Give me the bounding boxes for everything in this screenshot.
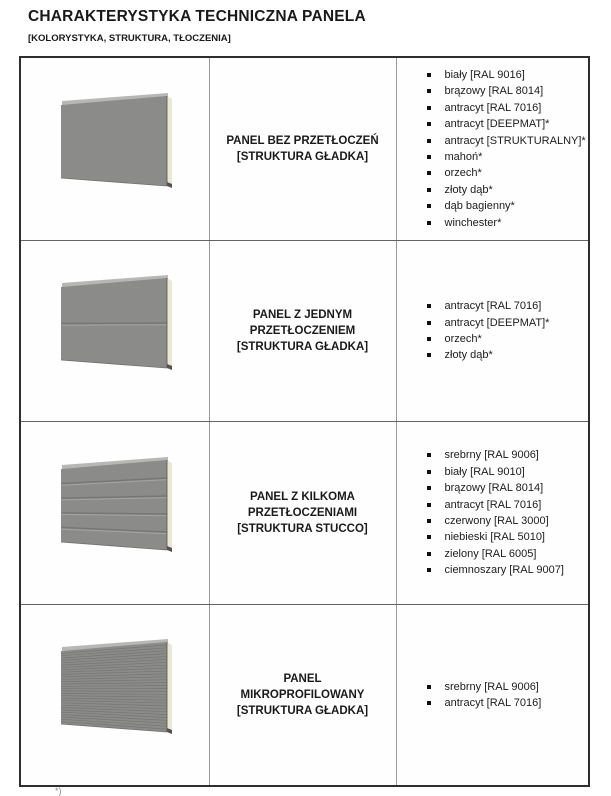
color-label: orzech* <box>445 165 482 181</box>
bullet-square-icon <box>427 519 431 523</box>
panel-colors-cell <box>396 241 589 422</box>
bullet-square-icon <box>427 568 431 572</box>
bullet-square-icon <box>427 486 431 490</box>
panel-3d-image <box>21 241 210 421</box>
bullet-square-icon <box>427 535 431 539</box>
table-row <box>20 57 589 241</box>
cropped-footnote-text: *) <box>55 787 275 790</box>
color-list-item <box>427 480 583 496</box>
color-list-item <box>427 447 583 463</box>
color-label: antracyt [RAL 7016] <box>445 695 542 711</box>
color-label: antracyt [RAL 7016] <box>445 100 542 116</box>
color-label: ciemnoszary [RAL 9007] <box>445 562 564 578</box>
panel-name: PANEL BEZ PRZETŁOCZEŃ <box>224 133 382 149</box>
panel-name-cell <box>209 241 396 422</box>
color-list-item <box>427 100 583 116</box>
color-label: dąb bagienny* <box>445 198 515 214</box>
panel-colors-cell <box>396 57 589 241</box>
panel-spec-table <box>19 56 590 787</box>
color-list-item <box>427 67 583 83</box>
bullet-square-icon <box>427 204 431 208</box>
color-label: srebrny [RAL 9006] <box>445 679 539 695</box>
panel-colors-cell <box>396 422 589 605</box>
color-label: zielony [RAL 6005] <box>445 546 537 562</box>
color-label: orzech* <box>445 331 482 347</box>
color-list-item <box>427 133 583 149</box>
panel-front-face <box>61 96 167 186</box>
color-list-item <box>427 347 583 363</box>
table-row <box>20 241 589 422</box>
color-label: biały [RAL 9010] <box>445 464 525 480</box>
color-label: brązowy [RAL 8014] <box>445 480 544 496</box>
color-label: złoty dąb* <box>445 347 493 363</box>
bullet-square-icon <box>427 470 431 474</box>
panel-image-cell <box>20 422 209 605</box>
panel-front-face <box>61 460 167 550</box>
panel-structure: [STRUKTURA GŁADKA] <box>218 703 388 719</box>
panel-image-cell <box>20 241 209 422</box>
table-row <box>20 605 589 787</box>
color-list <box>397 447 589 578</box>
color-label: antracyt [DEEPMAT]* <box>445 315 550 331</box>
color-list-item <box>427 149 583 165</box>
color-list-item <box>427 331 583 347</box>
color-list-item <box>427 165 583 181</box>
color-list-item <box>427 182 583 198</box>
bullet-square-icon <box>427 73 431 77</box>
color-list-item <box>427 464 583 480</box>
color-label: antracyt [RAL 7016] <box>445 497 542 513</box>
panel-name-cell <box>209 57 396 241</box>
panel-image-cell <box>20 57 209 241</box>
color-list <box>397 298 589 364</box>
color-list-item <box>427 679 583 695</box>
panel-core-edge <box>167 642 172 734</box>
bullet-square-icon <box>427 188 431 192</box>
color-list-item <box>427 298 583 314</box>
bullet-square-icon <box>427 106 431 110</box>
color-label: srebrny [RAL 9006] <box>445 447 539 463</box>
color-list-item <box>427 695 583 711</box>
panel-core-edge <box>167 460 172 552</box>
bullet-square-icon <box>427 701 431 705</box>
color-list-item <box>427 562 583 578</box>
bullet-square-icon <box>427 155 431 159</box>
color-label: antracyt [DEEPMAT]* <box>445 116 550 132</box>
bullet-square-icon <box>427 552 431 556</box>
bullet-square-icon <box>427 337 431 341</box>
panel-name-cell <box>209 605 396 787</box>
bullet-square-icon <box>427 685 431 689</box>
panel-front-face <box>61 642 167 732</box>
panel-core-edge <box>167 278 172 370</box>
panel-name: PANEL MIKROPROFILOWANY <box>224 671 382 703</box>
panel-colors-cell <box>396 605 589 787</box>
color-list-item <box>427 215 583 231</box>
color-label: czerwony [RAL 3000] <box>445 513 549 529</box>
page-subtitle: [KOLORYSTYKA, STRUKTURA, TŁOCZENIA] <box>28 33 231 44</box>
color-list-item <box>427 513 583 529</box>
color-list-item <box>427 529 583 545</box>
color-label: mahoń* <box>445 149 483 165</box>
page-title: CHARAKTERYSTYKA TECHNICZNA PANELA <box>28 8 366 26</box>
panel-name: PANEL Z KILKOMA PRZETŁOCZENIAMI <box>224 489 382 521</box>
color-label: antracyt [STRUKTURALNY]* <box>445 133 586 149</box>
bullet-square-icon <box>427 221 431 225</box>
color-list-item <box>427 497 583 513</box>
color-label: niebieski [RAL 5010] <box>445 529 546 545</box>
panel-3d-image <box>21 423 210 603</box>
panel-name-cell <box>209 422 396 605</box>
color-list-item <box>427 83 583 99</box>
panel-3d-image <box>21 59 210 239</box>
color-label: antracyt [RAL 7016] <box>445 298 542 314</box>
panel-structure: [STRUKTURA GŁADKA] <box>218 149 388 165</box>
table-row <box>20 422 589 605</box>
panel-name: PANEL Z JEDNYM PRZETŁOCZENIEM <box>224 307 382 339</box>
color-label: winchester* <box>445 215 502 231</box>
color-list-item <box>427 315 583 331</box>
bullet-square-icon <box>427 304 431 308</box>
bullet-square-icon <box>427 122 431 126</box>
color-list-item <box>427 116 583 132</box>
color-list-item <box>427 546 583 562</box>
bullet-square-icon <box>427 353 431 357</box>
color-list <box>397 67 589 231</box>
panel-structure: [STRUKTURA GŁADKA] <box>218 339 388 355</box>
color-label: złoty dąb* <box>445 182 493 198</box>
bullet-square-icon <box>427 89 431 93</box>
bullet-square-icon <box>427 139 431 143</box>
panel-structure: [STRUKTURA STUCCO] <box>218 521 388 537</box>
color-label: brązowy [RAL 8014] <box>445 83 544 99</box>
bullet-square-icon <box>427 503 431 507</box>
panel-image-cell <box>20 605 209 787</box>
bullet-square-icon <box>427 321 431 325</box>
bullet-square-icon <box>427 453 431 457</box>
color-list <box>397 679 589 712</box>
panel-core-edge <box>167 96 172 188</box>
color-list-item <box>427 198 583 214</box>
bullet-square-icon <box>427 171 431 175</box>
panel-3d-image <box>21 605 210 785</box>
color-label: biały [RAL 9016] <box>445 67 525 83</box>
